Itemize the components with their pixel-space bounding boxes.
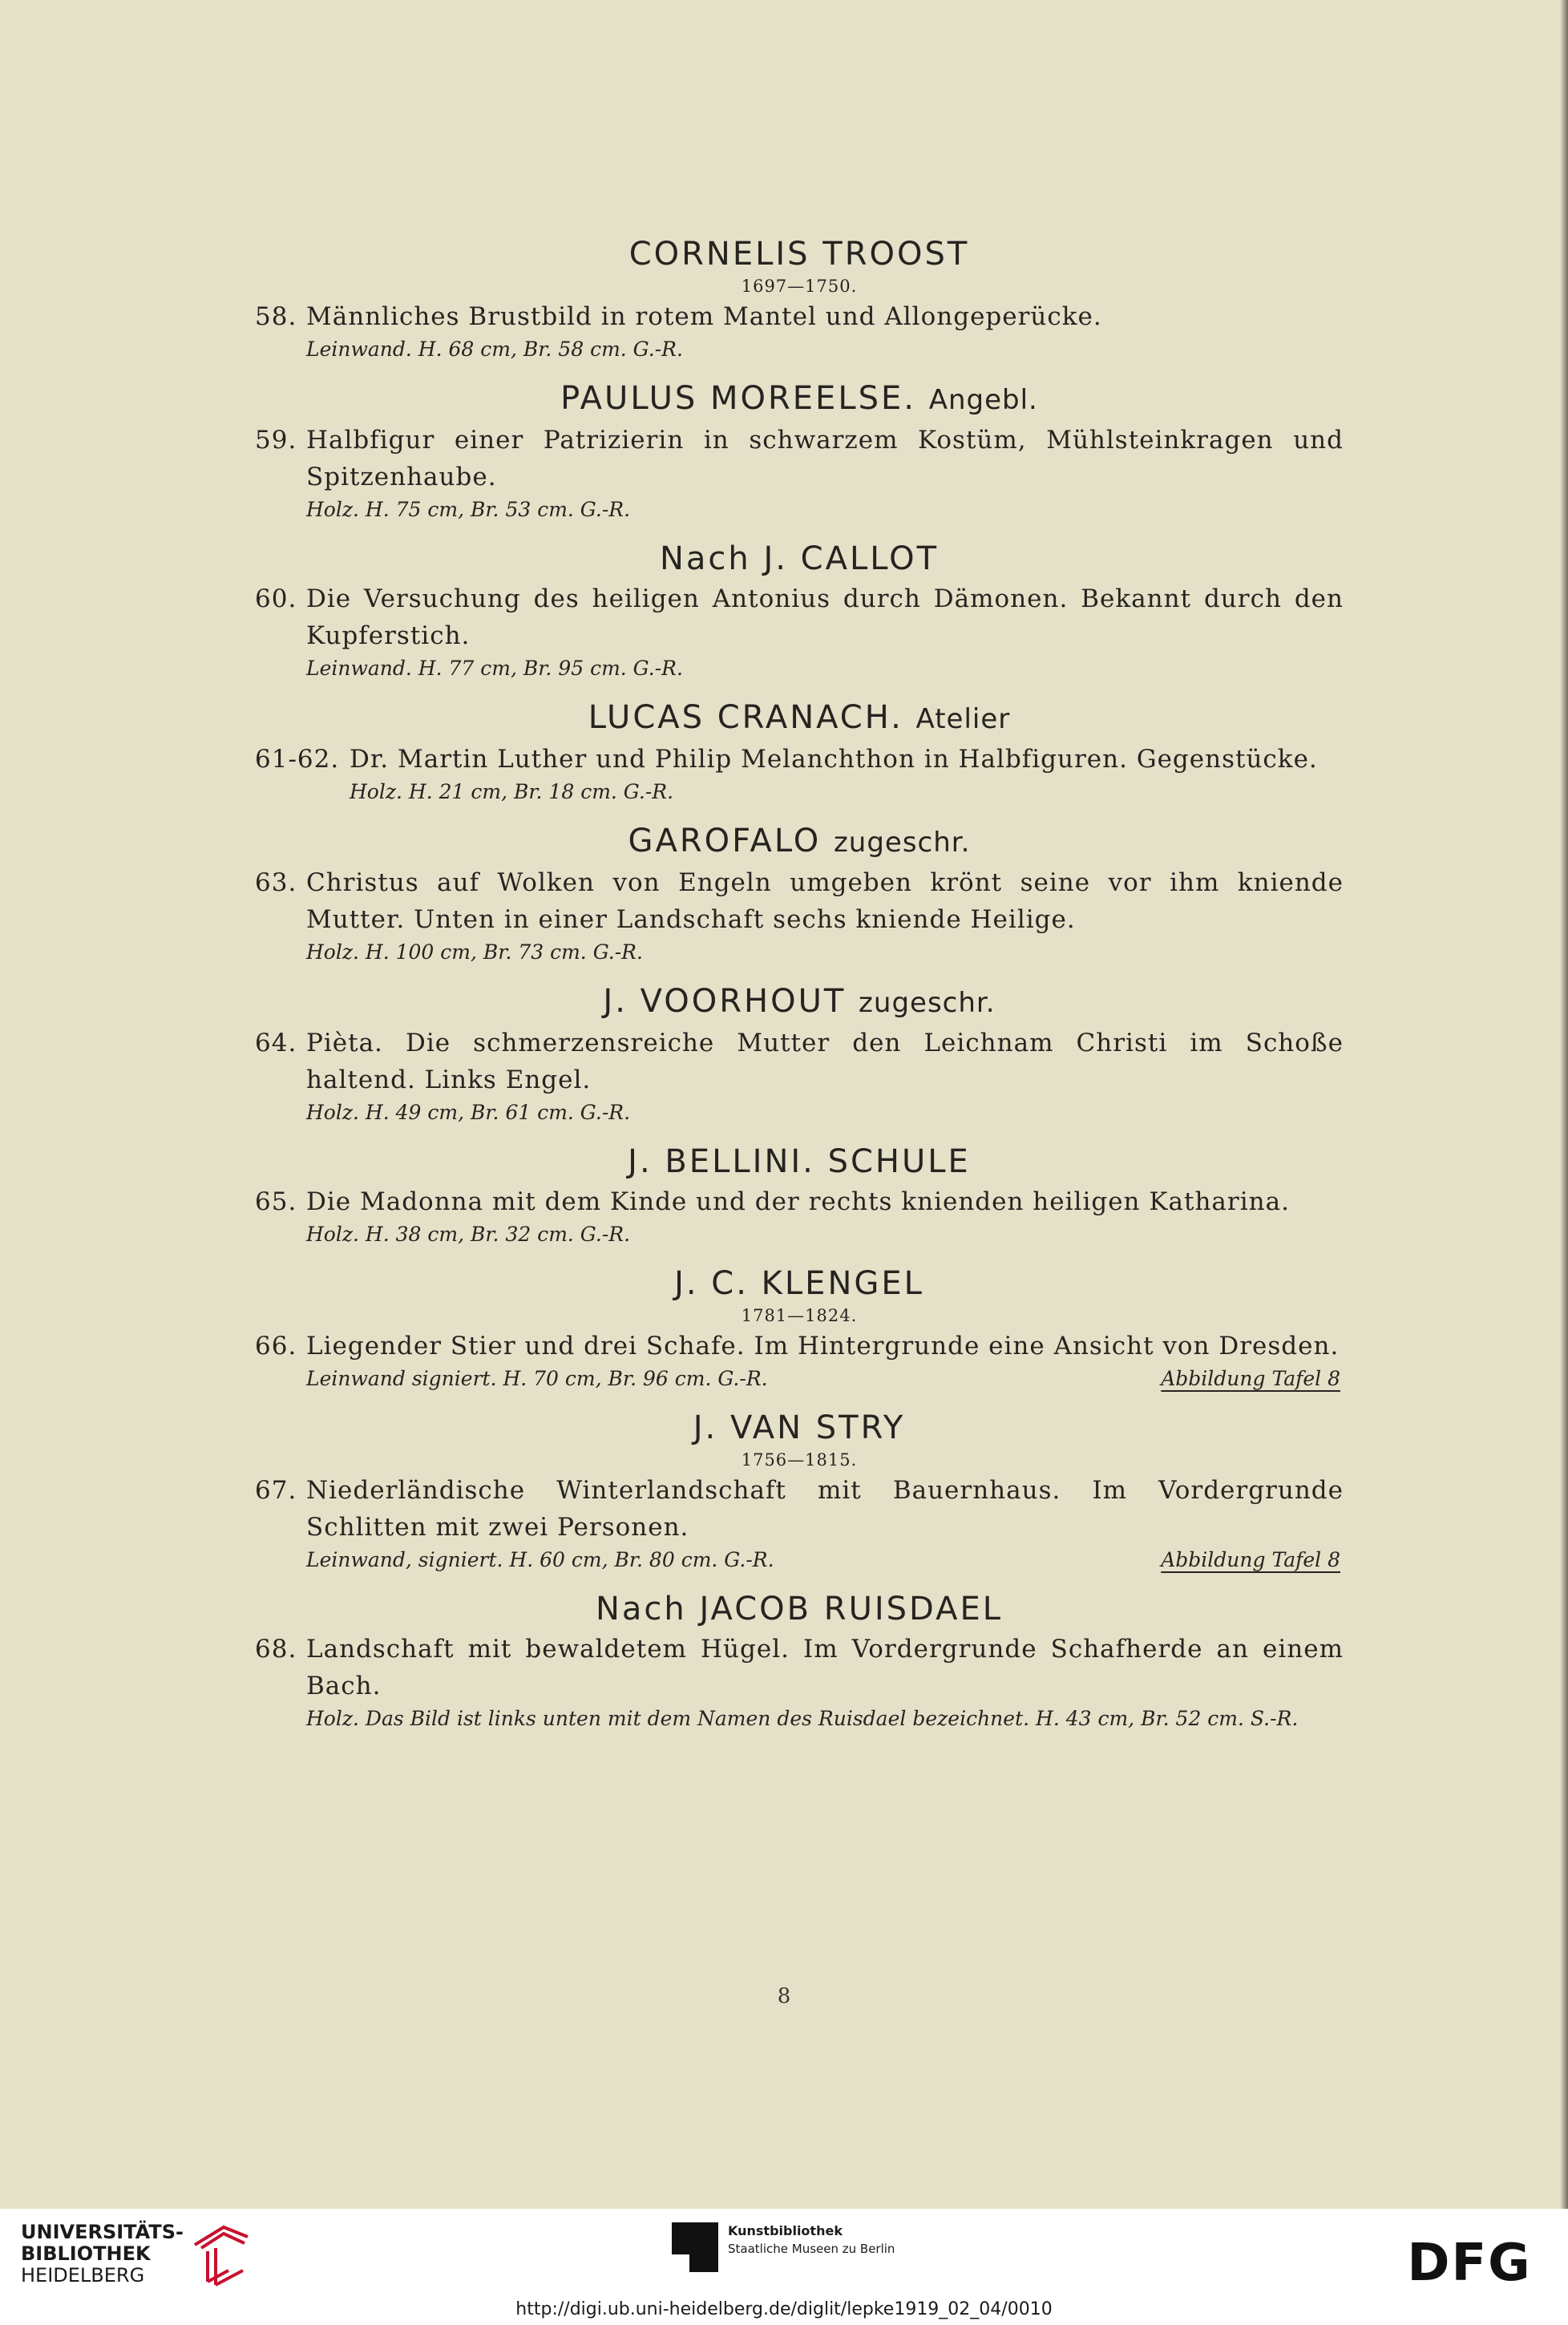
section-gap <box>255 967 1344 980</box>
lot-number: 58. <box>255 302 297 331</box>
lot-details <box>306 1704 1344 1733</box>
artist-name: CORNELIS TROOST <box>628 236 970 273</box>
permalink-url[interactable]: http://digi.ub.uni-heidelberg.de/diglit/lepke1919_02_04/0010 <box>515 2299 1053 2319</box>
lot-entry <box>255 1183 1344 1249</box>
artist-heading <box>255 980 1344 1025</box>
lot-medium-size: Holz. Das Bild ist links unten mit dem Namen des Ruisdael bezeichnet. H. 43 cm, Br. 52 cm. S.-R. <box>306 1707 1299 1730</box>
lot-details <box>350 778 1344 807</box>
lot-details <box>306 495 1344 524</box>
section-gap <box>255 683 1344 696</box>
artist-heading <box>255 696 1344 741</box>
artist-dates: 1697—1750. <box>741 277 858 296</box>
lot-number: 67. <box>255 1476 297 1505</box>
lot-medium-size: Leinwand. H. 77 cm, Br. 95 cm. G.-R. <box>306 657 683 680</box>
lot-medium-size: Holz. H. 49 cm, Br. 61 cm. G.-R. <box>306 1101 631 1124</box>
lot-details <box>306 938 1344 967</box>
artist-heading <box>255 819 1344 864</box>
dfg-logo[interactable] <box>1393 2235 1546 2290</box>
artist-name: J. VAN STRY <box>693 1409 906 1446</box>
section-gap <box>255 524 1344 537</box>
lot-medium-size: Leinwand signiert. H. 70 cm, Br. 96 cm. G.-R. <box>306 1367 768 1390</box>
lot-number: 65. <box>255 1187 297 1216</box>
ub-emblem-icon <box>192 2221 251 2287</box>
artist-name: GAROFALO <box>628 823 822 859</box>
lot-title: Niederländische Winterlandschaft mit Bauernhaus. Im Vordergrunde Schlitten mit zwei Personen. <box>306 1476 1344 1542</box>
lot-number: 66. <box>255 1332 297 1361</box>
lot-entry <box>255 1472 1344 1575</box>
lot-body <box>306 1328 1344 1393</box>
artist-heading <box>255 377 1344 422</box>
lot-title: Pièta. Die schmerzensreiche Mutter den Leichnam Christi im Schoße haltend. Links Engel. <box>306 1029 1344 1094</box>
section-gap <box>255 364 1344 377</box>
section-gap <box>255 1393 1344 1406</box>
lot-entry <box>255 864 1344 967</box>
lot-entry <box>255 741 1344 807</box>
lot-entry <box>255 422 1344 524</box>
artist-name: J. VOORHOUT <box>603 983 847 1020</box>
lot-title: Die Madonna mit dem Kinde und der rechts knienden heiligen Katharina. <box>306 1187 1290 1216</box>
artist-name: J. BELLINI. SCHULE <box>628 1143 971 1180</box>
dfg-wordmark: DFG <box>1407 2235 1532 2287</box>
lot-body <box>306 864 1344 967</box>
lot-number: 64. <box>255 1029 297 1057</box>
lot-body <box>306 1631 1344 1733</box>
lot-details <box>306 1098 1344 1127</box>
lot-body <box>306 298 1344 364</box>
lot-details <box>306 654 1344 683</box>
ub-line-2: BIBLIOTHEK <box>21 2242 151 2265</box>
artist-name: LUCAS CRANACH. <box>588 699 903 736</box>
lot-title: Männliches Brustbild in rotem Mantel und Allongeperücke. <box>306 302 1102 331</box>
lot-title: Dr. Martin Luther und Philip Melanchthon in Halbfiguren. Gegenstücke. <box>350 745 1318 774</box>
plate-reference: Abbildung Tafel 8 <box>1161 1367 1340 1390</box>
lot-body <box>306 1183 1344 1249</box>
lot-body <box>306 1025 1344 1127</box>
attribution-suffix: Angebl. <box>928 384 1038 416</box>
catalog-content <box>255 232 1344 1733</box>
section-gap <box>255 807 1344 819</box>
artist-heading <box>255 1262 1344 1305</box>
lot-medium-size: Holz. H. 21 cm, Br. 18 cm. G.-R. <box>350 780 674 803</box>
kunstbibliothek-emblem-icon <box>672 2222 718 2272</box>
artist-dates: 1781—1824. <box>741 1306 858 1325</box>
lot-body <box>306 1472 1344 1575</box>
lot-entry <box>255 1328 1344 1393</box>
lot-body <box>350 741 1344 807</box>
lot-title: Die Versuchung des heiligen Antonius durch Dämonen. Bekannt durch den Kupferstich. <box>306 584 1344 650</box>
kunstbibliothek-logo[interactable] <box>672 2222 895 2272</box>
artist-heading <box>255 1587 1344 1631</box>
lot-medium-size: Holz. H. 100 cm, Br. 73 cm. G.-R. <box>306 940 643 964</box>
artist-name: Nach J. CALLOT <box>659 540 940 577</box>
artist-name: Nach JACOB RUISDAEL <box>595 1591 1004 1628</box>
lot-title: Landschaft mit bewaldetem Hügel. Im Vordergrunde Schafherde an einem Bach. <box>306 1635 1344 1700</box>
lot-entry <box>255 580 1344 683</box>
section-gap <box>255 1127 1344 1140</box>
lot-entry <box>255 1025 1344 1127</box>
lot-entry <box>255 1631 1344 1733</box>
lot-title: Liegender Stier und drei Schafe. Im Hintergrunde eine Ansicht von Dresden. <box>306 1332 1340 1361</box>
lot-details <box>306 1220 1344 1249</box>
lot-medium-size: Holz. H. 75 cm, Br. 53 cm. G.-R. <box>306 498 631 521</box>
lot-number: 60. <box>255 584 297 613</box>
artist-heading <box>255 1406 1344 1450</box>
lot-details <box>306 335 1344 364</box>
ub-line-1: UNIVERSITÄTS- <box>21 2220 184 2243</box>
lot-number: 63. <box>255 868 297 897</box>
kb-title: Kunstbibliothek <box>728 2223 843 2238</box>
page-number: 8 <box>777 1984 791 2008</box>
artist-heading <box>255 537 1344 580</box>
artist-name: J. C. KLENGEL <box>674 1265 924 1302</box>
plate-reference: Abbildung Tafel 8 <box>1161 1548 1340 1571</box>
lot-medium-size: Holz. H. 38 cm, Br. 32 cm. G.-R. <box>306 1223 631 1246</box>
ub-heidelberg-wordmark <box>21 2222 184 2287</box>
attribution-suffix: Atelier <box>915 703 1011 735</box>
artist-heading <box>255 1140 1344 1183</box>
kb-subtitle: Staatliche Museen zu Berlin <box>728 2242 895 2256</box>
lot-entry <box>255 298 1344 364</box>
lot-title: Christus auf Wolken von Engeln umgeben krönt seine vor ihm kniende Mutter. Unten in einer Landschaft sechs kniende Heilige. <box>306 868 1344 934</box>
lot-body <box>306 422 1344 524</box>
artist-dates: 1756—1815. <box>741 1450 858 1470</box>
artist-name: PAULUS MOREELSE. <box>560 380 916 417</box>
kunstbibliothek-wordmark <box>728 2222 895 2258</box>
ub-line-3: HEIDELBERG <box>21 2263 145 2287</box>
ub-heidelberg-logo[interactable] <box>21 2221 251 2287</box>
artist-heading <box>255 232 1344 276</box>
lot-details <box>306 1365 1344 1393</box>
attribution-suffix: zugeschr. <box>833 827 971 859</box>
lot-number: 68. <box>255 1635 297 1664</box>
lot-number: 59. <box>255 426 297 455</box>
lot-medium-size: Leinwand, signiert. H. 60 cm, Br. 80 cm. G.-R. <box>306 1548 774 1571</box>
lot-medium-size: Leinwand. H. 68 cm, Br. 58 cm. G.-R. <box>306 338 683 361</box>
section-gap <box>255 1575 1344 1587</box>
lot-body <box>306 580 1344 683</box>
lot-number: 61-62. <box>255 745 340 774</box>
lot-details <box>306 1546 1344 1575</box>
attribution-suffix: zugeschr. <box>859 987 996 1019</box>
section-gap <box>255 1249 1344 1262</box>
lot-title: Halbfigur einer Patrizierin in schwarzem Kostüm, Mühlsteinkragen und Spitzenhaube. <box>306 426 1344 491</box>
